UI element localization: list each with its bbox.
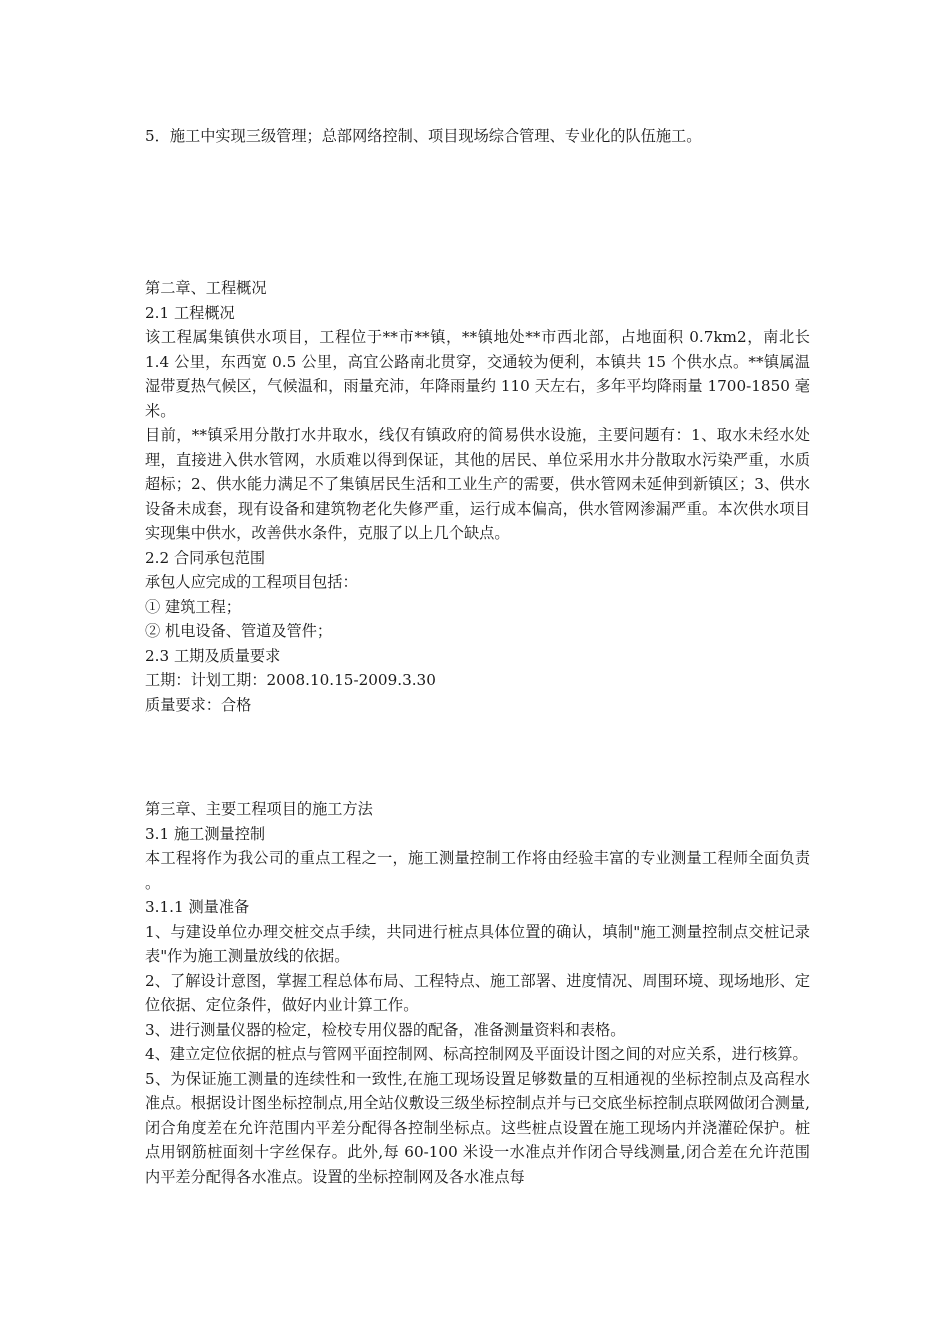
section-2-2-item-1: ① 建筑工程； xyxy=(145,597,241,616)
section-2-3-quality: 质量要求：合格 xyxy=(145,695,252,714)
section-3-1-1-title: 3.1.1 测量准备 xyxy=(145,898,250,916)
chapter-2-heading: 第二章、工程概况 xyxy=(145,279,267,297)
section-2-1-title: 2.1 工程概况 xyxy=(145,303,235,322)
section-3-1-1-item-1: 1、与建设单位办理交桩交点手续，共同进行桩点具体位置的确认，填制"施工测量控制点交桩记录表"作为施工测量放线的依据。 xyxy=(145,922,810,965)
section-3-1-1-item-5: 5、为保证施工测量的连续性和一致性,在施工现场设置足够数量的互相通视的坐标控制点及高程水准点。根据设计图坐标控制点,用全站仪敷设三级坐标控制点并与已交底坐标控制点联网做闭合测量,闭合角度差在允许范围内平差分配得各控制坐标点。这些桩点设置在施工现场内并浇灌砼保护。桩点用钢筋桩面刻十字丝保存。此外,每 60-100 米设一水准点并作闭合导线测量,闭合差在允许范围内平差分配得各水准点。设置的坐标控制网及各水准点每 xyxy=(145,1069,810,1186)
section-2-3-period: 工期：计划工期：2008.10.15-2009.3.30 xyxy=(145,671,436,689)
section-2-1-paragraph-1: 该工程属集镇供水项目，工程位于**市**镇，**镇地处**市西北部，占地面积 0.7km2，南北长 1.4 公里，东西宽 0.5 公里，高宜公路南北贯穿，交通较为便利，本镇共 15 个供水点。**镇属温湿带夏热气候区，气候温和，雨量充沛，年降雨量约 110 天左右，多年平均降雨量 1700-1850 毫米。 xyxy=(145,328,810,420)
chapter-3-section xyxy=(145,797,810,1189)
section-2-2-item-2: ② 机电设备、管道及管件； xyxy=(145,622,333,640)
section-3-1-1-item-3: 3、进行测量仪器的检定，检校专用仪器的配备，准备测量资料和表格。 xyxy=(145,1020,626,1039)
section-2-3-title: 2.3 工期及质量要求 xyxy=(145,646,281,665)
section-3-1-1-item-4: 4、建立定位依据的桩点与管网平面控制网、标高控制网及平面设计图之间的对应关系，进行核算。 xyxy=(145,1045,808,1063)
chapter-3-heading: 第三章、主要工程项目的施工方法 xyxy=(145,800,373,818)
section-2-2-title: 2.2 合同承包范围 xyxy=(145,548,266,567)
chapter-2-section xyxy=(145,276,810,717)
section-2-2-intro: 承包人应完成的工程项目包括： xyxy=(145,573,358,591)
section-3-1-title: 3.1 施工测量控制 xyxy=(145,824,266,843)
section-2-1-paragraph-2: 目前，**镇采用分散打水井取水，线仅有镇政府的简易供水设施，主要问题有：1、取水未经水处理，直接进入供水管网，水质难以得到保证，其他的居民、单位采用水井分散取水污染严重，水质超标；2、供水能力满足不了集镇居民生活和工业生产的需要，供水管网未延伸到新镇区；3、供水设备未成套，现有设备和建筑物老化失修严重，运行成本偏高，供水管网渗漏严重。本次供水项目实现集中供水，改善供水条件，克服了以上几个缺点。 xyxy=(145,426,810,542)
intro-item-5: 5．施工中实现三级管理；总部网络控制、项目现场综合管理、专业化的队伍施工。 xyxy=(145,127,702,145)
section-3-1-paragraph: 本工程将作为我公司的重点工程之一，施工测量控制工作将由经验丰富的专业测量工程师全面负责 。 xyxy=(145,849,810,892)
intro-section xyxy=(145,124,810,149)
section-3-1-1-item-2: 2、了解设计意图，掌握工程总体布局、工程特点、施工部署、进度情况、周围环境、现场地形、定位依据、定位条件，做好内业计算工作。 xyxy=(145,971,810,1014)
